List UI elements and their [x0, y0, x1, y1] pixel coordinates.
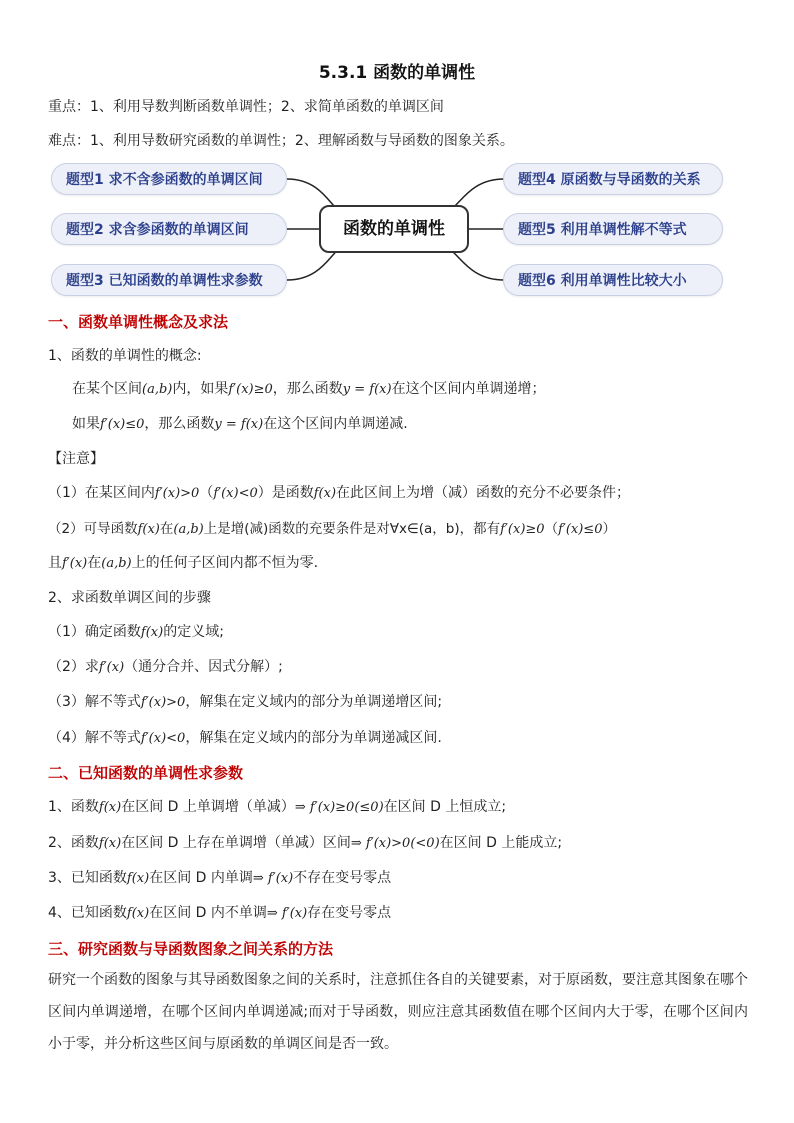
- section1-heading: 一、函数单调性概念及求法: [48, 313, 229, 331]
- page-title: 5.3.1 函数的单调性: [318, 63, 476, 83]
- note-title: 【注意】: [48, 451, 104, 467]
- step-2: （2）求f′(x)（通分合并、因式分解）;: [48, 659, 283, 675]
- mindmap-type3: 题型3 已知函数的单调性求参数: [51, 264, 287, 296]
- mindmap-type1: 题型1 求不含参函数的单调区间: [51, 163, 287, 195]
- concept-title: 1、函数的单调性的概念:: [48, 348, 202, 364]
- param-4: 4、已知函数f(x)在区间 D 内不单调⇒ f′(x)存在变号零点: [48, 905, 392, 921]
- param-3: 3、已知函数f(x)在区间 D 内单调⇒ f′(x)不存在变号零点: [48, 870, 392, 886]
- section3-paragraph: 研究一个函数的图象与其导函数图象之间的关系时，注意抓住各自的关键要素，对于原函数，要注意其图象在哪个区间内单调递增，在哪个区间内单调递减;而对于导函数，则应注意其函数值在哪个区间内大于零，在哪个区间内小于零，并分析这些区间与原函数的单调区间是否一致。: [48, 972, 748, 1052]
- key-points: 重点：1、利用导数判断函数单调性；2、求简单函数的单调区间: [48, 99, 444, 115]
- note-2: （2）可导函数f(x)在(a,b)上是增(减)函数的充要条件是对∀x∈(a，b)，都有f′(x)≥0（f′(x)≤0）: [48, 521, 616, 537]
- mindmap-type6: 题型6 利用单调性比较大小: [503, 264, 723, 296]
- section3-heading: 三、研究函数与导函数图象之间关系的方法: [48, 940, 334, 958]
- mindmap-center: 函数的单调性: [319, 205, 469, 253]
- difficult-points: 难点：1、利用导数研究函数的单调性；2、理解函数与导函数的图象关系。: [48, 133, 514, 149]
- note-1: （1）在某区间内f′(x)>0（f′(x)<0）是函数f(x)在此区间上为增（减）函数的充分不必要条件；: [48, 485, 631, 501]
- mindmap-type5: 题型5 利用单调性解不等式: [503, 213, 723, 245]
- mindmap-type2: 题型2 求含参函数的单调区间: [51, 213, 287, 245]
- step-3: （3）解不等式f′(x)>0，解集在定义域内的部分为单调递增区间;: [48, 694, 443, 710]
- concept-line2: 如果f′(x)≤0，那么函数y = f(x)在这个区间内单调递减.: [72, 416, 408, 432]
- step-4: （4）解不等式f′(x)<0，解集在定义域内的部分为单调递减区间.: [48, 730, 442, 746]
- section2-heading: 二、已知函数的单调性求参数: [48, 764, 244, 782]
- param-1: 1、函数f(x)在区间 D 上单调增（单减）⇒ f′(x)≥0(≤0)在区间 D 上恒成立;: [48, 799, 507, 815]
- param-2: 2、函数f(x)在区间 D 上存在单调增（单减）区间⇒ f′(x)>0(<0)在区间 D 上能成立;: [48, 835, 563, 851]
- mindmap-type4: 题型4 原函数与导函数的关系: [503, 163, 723, 195]
- steps-title: 2、求函数单调区间的步骤: [48, 590, 211, 606]
- note-2-cont: 且f′(x)在(a,b)上的任何子区间内都不恒为零.: [48, 555, 319, 571]
- concept-line1: 在某个区间(a,b)内，如果f′(x)≥0，那么函数y = f(x)在这个区间内单调递增；: [72, 381, 546, 397]
- step-1: （1）确定函数f(x)的定义域;: [48, 624, 224, 640]
